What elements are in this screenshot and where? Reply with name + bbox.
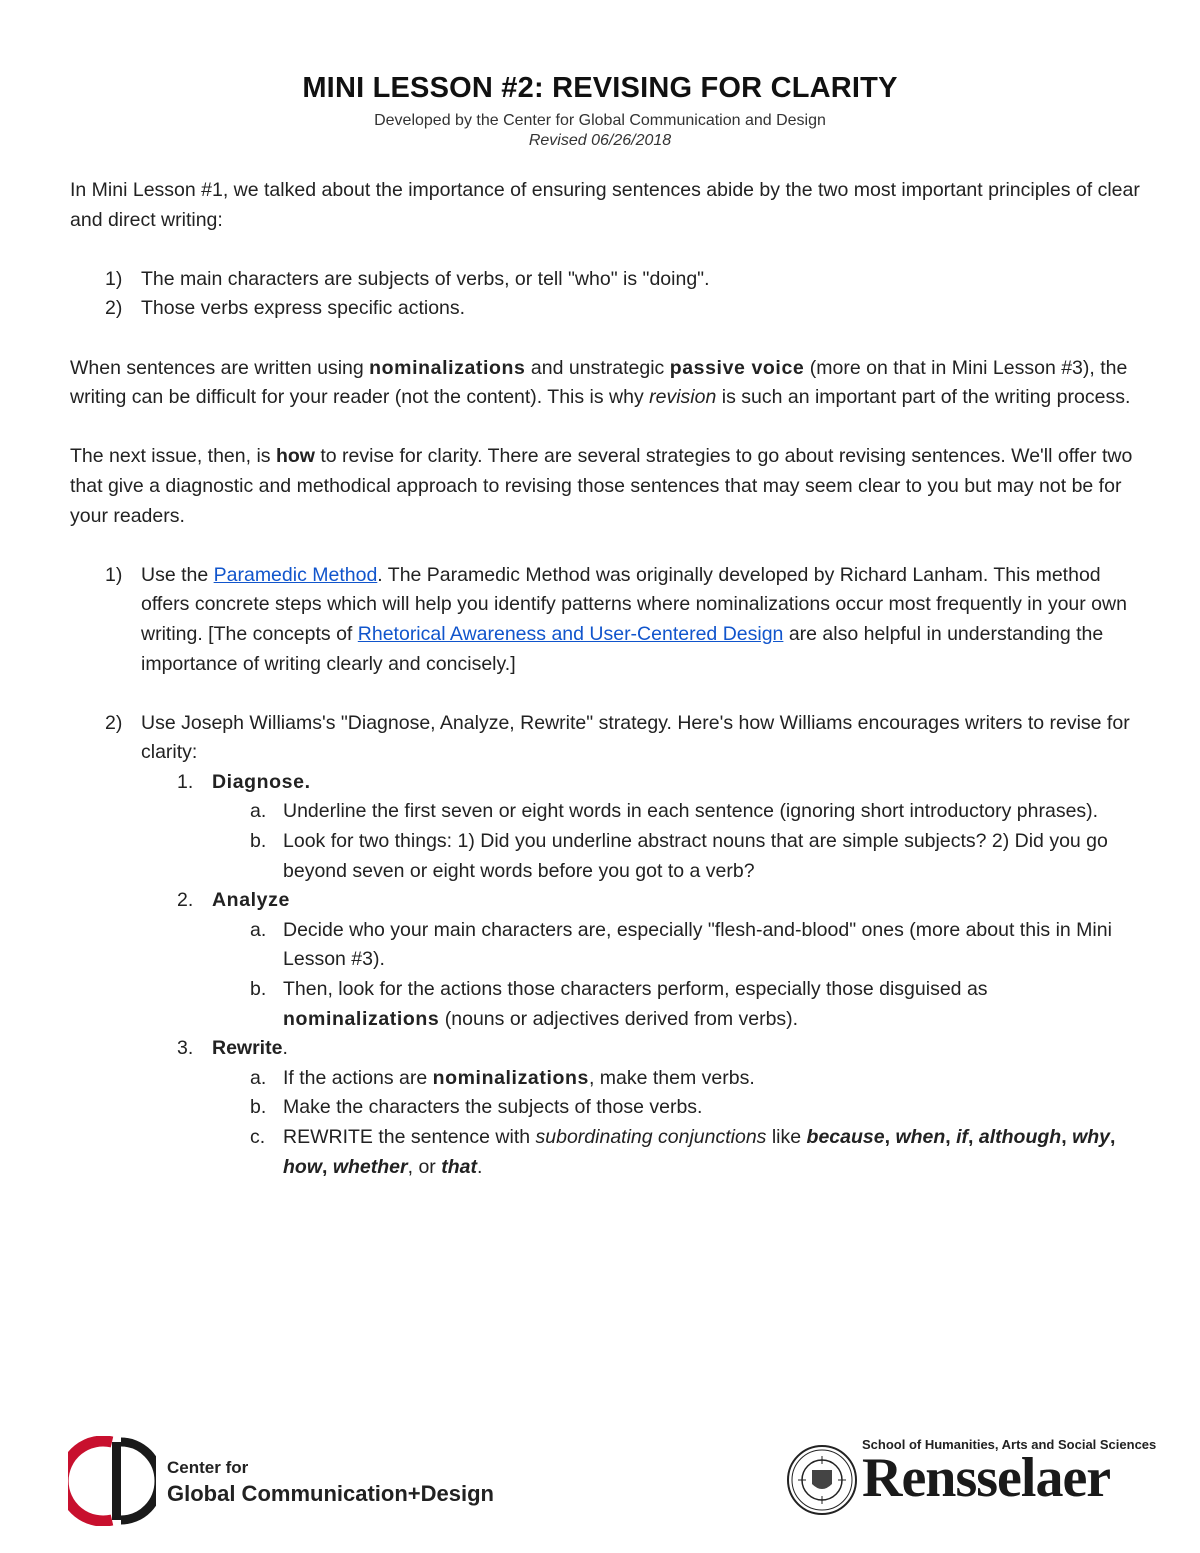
list-item-text: Use Joseph Williams's "Diagnose, Analyze, Rewrite" strategy. Here's how Williams encourages writers to revise for clarity: xyxy=(141,711,1130,764)
text-run: . xyxy=(476,1155,483,1178)
strategy-item xyxy=(70,561,1140,679)
conjunction: because xyxy=(806,1126,885,1148)
step-number: 3. xyxy=(177,1037,194,1060)
text-run: , xyxy=(1061,1126,1073,1148)
text-run: is such an important part of the writing process. xyxy=(716,386,1131,409)
substep-item xyxy=(212,916,1140,975)
text-run: (nouns or adjectives derived from verbs). xyxy=(439,1007,799,1030)
bold-term: how xyxy=(275,445,315,468)
substeps-list xyxy=(212,1064,1140,1182)
step-label: Diagnose. xyxy=(212,770,311,793)
step-item xyxy=(141,768,1140,886)
list-item-text: The main characters are subjects of verbs, or tell "who" is "doing". xyxy=(141,267,710,290)
strategies-list xyxy=(70,561,1140,1182)
paramedic-method-link[interactable]: Paramedic Method xyxy=(213,563,378,586)
conjunction: although xyxy=(978,1126,1062,1148)
text-run: When sentences are written using xyxy=(70,356,370,379)
substep-letter: b. xyxy=(250,978,267,1001)
text-run: and unstrategic xyxy=(525,356,670,379)
italic-term: subordinating conjunctions xyxy=(535,1126,767,1148)
text-run: to revise for clarity. There are several strategies to go about revising sentences. We'll offer two that give a diagnostic and methodical approach to revising those sentences that may seem clear to you but may not be for your readers. xyxy=(70,445,1133,527)
step-item xyxy=(141,886,1140,1034)
rensselaer-seal-icon xyxy=(786,1444,858,1516)
principles-list xyxy=(70,265,1140,324)
list-number: 2) xyxy=(105,711,123,734)
text-run: , xyxy=(968,1126,979,1148)
cgcd-logo-line2: Global Communication+Design xyxy=(167,1481,494,1506)
substep-text: Look for two things: 1) Did you underline abstract nouns that are simple subjects? 2) Did you go beyond seven or eight words before you got to a verb? xyxy=(283,830,1108,882)
list-item xyxy=(70,294,1140,324)
text-run: , xyxy=(945,1126,957,1148)
substep-item xyxy=(212,1093,1140,1123)
substeps-list xyxy=(212,797,1140,886)
list-item-text: Those verbs express specific actions. xyxy=(141,297,466,320)
document-body xyxy=(70,176,1140,1212)
list-item xyxy=(70,265,1140,295)
substep-item xyxy=(212,797,1140,827)
steps-list xyxy=(141,768,1140,1182)
page-title: MINI LESSON #2: REVISING FOR CLARITY xyxy=(302,72,898,104)
substep-letter: c. xyxy=(250,1126,266,1148)
substep-item xyxy=(212,827,1140,886)
substep-item xyxy=(212,1064,1140,1094)
conjunction: if xyxy=(956,1126,969,1148)
text-run: REWRITE the sentence with xyxy=(283,1126,536,1148)
step-label: Rewrite xyxy=(212,1037,283,1060)
text-run: , make them verbs. xyxy=(588,1066,755,1089)
list-number: 1) xyxy=(105,563,123,586)
text-run: are also helpful in understanding the importance of writing clearly and concisely.] xyxy=(141,622,1104,675)
step-number: 1. xyxy=(177,770,194,793)
rhetorical-awareness-link[interactable]: Rhetorical Awareness and User-Centered Design xyxy=(357,622,784,645)
substep-text: Underline the first seven or eight words in each sentence (ignoring short introductory phrases). xyxy=(283,800,1099,823)
list-number: 1) xyxy=(105,267,123,290)
conjunction: why xyxy=(1072,1126,1110,1148)
cgcd-logo xyxy=(68,1436,538,1526)
text-run: If the actions are xyxy=(283,1066,433,1089)
bold-term: nominalizations xyxy=(283,1007,440,1030)
intro-paragraph: In Mini Lesson #1, we talked about the importance of ensuring sentences abide by the two most important principles of clear and direct writing: xyxy=(70,179,1140,231)
substep-text: Make the characters the subjects of those verbs. xyxy=(283,1096,703,1119)
step-item xyxy=(141,1034,1140,1182)
list-number: 2) xyxy=(105,297,123,320)
text-run: . xyxy=(282,1037,288,1060)
conjunction: whether xyxy=(332,1155,408,1178)
text-run: , xyxy=(322,1155,333,1178)
how-paragraph xyxy=(70,442,1140,531)
text-run: The next issue, then, is xyxy=(70,445,276,468)
rensselaer-school-name: School of Humanities, Arts and Social Sciences xyxy=(862,1437,1157,1452)
substeps-list xyxy=(212,916,1140,1034)
strategy-item xyxy=(70,709,1140,1183)
substep-letter: a. xyxy=(250,918,267,941)
substep-text: Decide who your main characters are, especially "flesh-and-blood" ones (more about this in Mini Lesson #3). xyxy=(283,918,1112,971)
cgcd-logo-mark-icon xyxy=(68,1436,156,1526)
text-run: Then, look for the actions those characters perform, especially those disguised as xyxy=(283,978,988,1001)
conjunction: how xyxy=(283,1155,322,1178)
nominalizations-paragraph xyxy=(70,354,1140,413)
bold-term: passive voice xyxy=(669,356,805,379)
italic-term: revision xyxy=(649,386,717,409)
text-run: , or xyxy=(407,1155,442,1178)
substep-letter: a. xyxy=(250,1066,267,1089)
substep-item xyxy=(212,975,1140,1034)
bold-term: nominalizations xyxy=(369,356,526,379)
cgcd-logo-line1: Center for xyxy=(167,1458,249,1477)
text-run: Use the xyxy=(141,563,214,586)
text-run: like xyxy=(766,1126,807,1148)
step-number: 2. xyxy=(177,889,194,912)
bold-term: nominalizations xyxy=(432,1066,589,1089)
substep-item xyxy=(212,1123,1140,1182)
step-label: Analyze xyxy=(212,889,290,912)
text-run: (more on that in Mini Lesson #3), the writing can be difficult for your reader (not the content). This is why xyxy=(70,356,1128,409)
rensselaer-wordmark: Rensselaer xyxy=(862,1447,1111,1509)
text-run: . The Paramedic Method was originally developed by Richard Lanham. This method offers concrete steps which will help you identify patterns where nominalizations occur most frequently in your own writing. [The concepts of xyxy=(141,563,1127,645)
text-run: , xyxy=(884,1126,896,1148)
substep-letter: b. xyxy=(250,1096,267,1119)
text-run: , xyxy=(1110,1126,1116,1148)
conjunction: that xyxy=(441,1155,477,1178)
substep-letter: a. xyxy=(250,800,267,823)
revision-date: Revised 06/26/2018 xyxy=(528,132,672,149)
conjunction: when xyxy=(895,1126,946,1148)
substep-letter: b. xyxy=(250,830,267,853)
rensselaer-logo xyxy=(786,1434,1157,1526)
page-subtitle: Developed by the Center for Global Communication and Design xyxy=(374,112,826,129)
